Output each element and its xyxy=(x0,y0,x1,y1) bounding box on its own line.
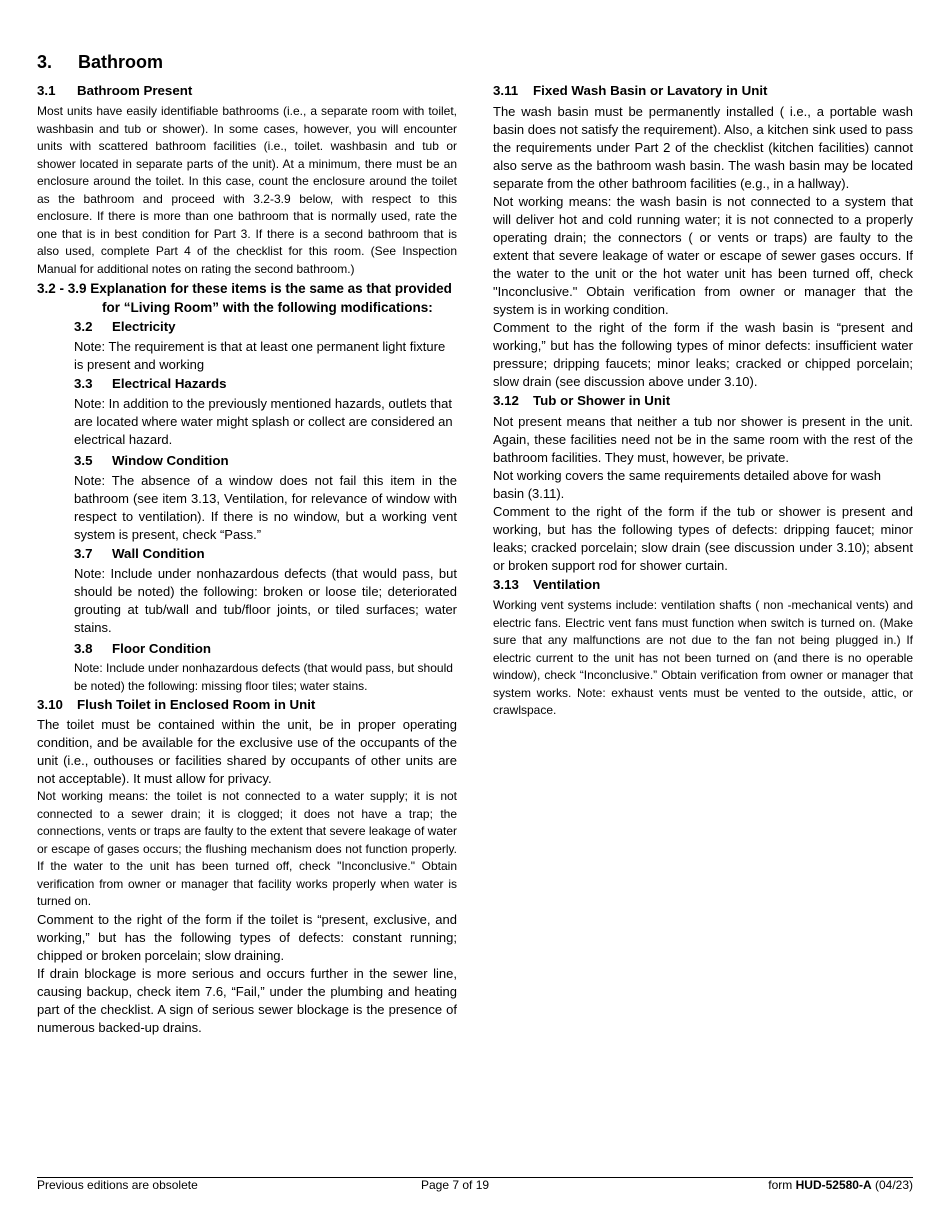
heading-number: 3.7 xyxy=(74,546,93,561)
text-3-10-p1: The toilet must be contained within the unit, be in proper operating condition, and be available for the exclusive use of the occupants of the unit (i.e., outhouses or facilities shared by occupants of other units are not acceptable). It must allow for privacy. xyxy=(37,717,457,786)
section-number: 3. xyxy=(37,52,53,72)
heading-number: 3.13 xyxy=(493,577,519,592)
heading-3-11 xyxy=(493,81,913,100)
text-3-12-p2: Not working covers the same requirements detailed above for wash basin (3.11). xyxy=(493,468,882,501)
text-3-10-p3: Comment to the right of the form if the toilet is “present, exclusive, and working,” but has the following types of defects: constant running; chipped or broken porcelain; slow draining. xyxy=(37,911,457,963)
text-3-3: Note: In addition to the previously mentioned hazards, outlets that are located where water might splash or collect are considered an electrical hazard. xyxy=(74,396,453,447)
heading-title: Electricity xyxy=(112,319,176,334)
heading-number: 3.1 xyxy=(37,83,56,98)
heading-title: Wall Condition xyxy=(112,546,205,561)
heading-title: Fixed Wash Basin or Lavatory in Unit xyxy=(533,83,768,98)
heading-number: 3.8 xyxy=(74,641,93,656)
text-3-10-p2: Not working means: the toilet is not connected to a water supply; it is not connected to a sewer drain; it is clogged; it does not have a trap; the connections, vents or traps are faulty to the extent that severe leakage of water or escape of gases occurs; the flushing mechanism does not function properly. If the water to the unit has been turned off, check "Inconclusive." Obtain verification from owner or manager that facility works properly when water is turned on. xyxy=(37,789,457,908)
text-3-13: Working vent systems include: ventilation shafts ( non -mechanical vents) and electric fans. Electric vent fans must function when switch is turned on. (Make sure that any malfunctions are not due to the fan not being plugged in.) If electric current to the unit has not been turned on (and there is no operable window), check “Inconclusive.” Obtain verification from owner or manager that system works. Note: exhaust vents must be vented to the outside, attic, or crawlspace. xyxy=(493,598,913,717)
heading-number: 3.10 xyxy=(37,697,63,712)
text-3-11-p3: Comment to the right of the form if the wash basin is “present and working,” but has the following types of minor defects: insufficient water pressure; dripping faucets; minor leaks; cracked or chipped porcelain; slow drain (see discussion above under 3.10). xyxy=(493,320,913,389)
heading-title: Electrical Hazards xyxy=(112,376,227,391)
heading-title: Window Condition xyxy=(112,453,229,468)
page-title xyxy=(37,52,163,73)
section-title: Bathroom xyxy=(78,52,163,72)
left-column xyxy=(37,81,457,1037)
heading-3-8 xyxy=(74,639,457,658)
text-3-8: Note: Include under nonhazardous defects (that would pass, but should be noted) the following: missing floor tiles; water stains. xyxy=(74,661,453,693)
heading-3-2 xyxy=(74,317,457,336)
text-3-10-p4: If drain blockage is more serious and occurs further in the sewer line, causing backup, check item 7.6, “Fail,” under the plumbing and heating part of the checklist. A sign of serious sewer blockage is the presence of numerous backed-up drains. xyxy=(37,965,457,1035)
text-3-2: Note: The requirement is that at least one permanent light fixture is present and working xyxy=(74,339,446,372)
text-3-7: Note: Include under nonhazardous defects (that would pass, but should be noted) the following: broken or loose tile; deteriorated grouting at tub/wall and tub/floor joints, or tiled surfaces; water stains. xyxy=(74,566,457,635)
heading-3-3 xyxy=(74,374,457,393)
footer-obsolete-note: Previous editions are obsolete xyxy=(37,1178,198,1192)
heading-title: Ventilation xyxy=(533,577,601,592)
text-3-5: Note: The absence of a window does not fail this item in the bathroom (see item 3.13, Ventilation, for relevance of window with respect to ventilation). If there is no window, but a working vent system is present, check “Pass.” xyxy=(74,473,457,542)
text-3-12-p3: Comment to the right of the form if the tub or shower is present and working, but has the following types of defects: dripping faucet; minor leaks; cracked porcelain; slow drain (see discussion under 3.10); absent or broken support rod for shower curtain. xyxy=(493,504,913,573)
group-heading-3-2-3-9: 3.2 - 3.9 Explanation for these items is the same as that provided for “Living Room” with the following modifications: xyxy=(37,281,452,315)
form-date: (04/23) xyxy=(871,1178,913,1192)
text-3-11-p2: Not working means: the wash basin is not connected to a system that will deliver hot and cold running water; it is not connected to a properly operating drain; the connectors ( or vents or traps) are faulty to the extent that severe leakage of water or escape of sewer gases occurs. If the water to the unit or the hot water unit has been turned off, check "Inconclusive." Obtain verification from owner or manager that the system is in working condition. xyxy=(493,194,913,317)
heading-number: 3.3 xyxy=(74,376,93,391)
heading-3-5 xyxy=(74,451,457,470)
heading-number: 3.2 xyxy=(74,319,93,334)
text-3-11-p1: The wash basin must be permanently installed ( i.e., a portable wash basin does not satisfy the requirement). Also, a kitchen sink used to pass the requirements under Part 2 of the checklist (kitchen facilities) cannot also serve as the bathroom wash basin. The wash basin may be located separate from the other bathroom facilities (e.g., in a hallway). xyxy=(493,104,913,191)
heading-title: Bathroom Present xyxy=(77,83,193,98)
form-id: HUD-52580-A xyxy=(795,1178,872,1192)
text-3-1: Most units have easily identifiable bathrooms (i.e., a separate room with toilet, washbasin and tub or shower). In some cases, however, you will encounter units with scattered bathroom facilities (i.e., toilet. washbasin and tub or shower located in separate parts of the unit). At a minimum, there must be an enclosure around the toilet. In this case, count the enclosure around the toilet as the bathroom and proceed with 3.2-3.9 below, with respect to this enclosure. If there is more than one bathroom that is normally used, rate the one that is in best condition for Part 3. If there is a second bathroom that is also used, complete Part 4 of the checklist for this room. (See Inspection Manual for additional notes on rating the second bathroom.) xyxy=(37,104,457,276)
heading-number: 3.11 xyxy=(493,83,519,98)
heading-title: Floor Condition xyxy=(112,641,211,656)
heading-title: Flush Toilet in Enclosed Room in Unit xyxy=(77,697,316,712)
heading-3-12 xyxy=(493,391,913,410)
form-prefix: form xyxy=(768,1178,796,1192)
right-column xyxy=(493,81,913,720)
page-number: Page 7 of 19 xyxy=(421,1178,490,1192)
heading-number: 3.12 xyxy=(493,393,519,408)
heading-3-7 xyxy=(74,544,457,563)
heading-number: 3.5 xyxy=(74,453,93,468)
heading-title: Tub or Shower in Unit xyxy=(533,393,671,408)
text-3-12-p1: Not present means that neither a tub nor shower is present in the unit. Again, these facilities need not be in the same room with the rest of the bathroom facilities. They must, however, be private. xyxy=(493,414,913,465)
sub-items xyxy=(37,317,457,695)
heading-3-13 xyxy=(493,575,913,594)
heading-3-1 xyxy=(37,81,457,100)
page-footer xyxy=(37,1177,913,1192)
form-number xyxy=(768,1178,913,1192)
heading-3-10 xyxy=(37,695,457,714)
